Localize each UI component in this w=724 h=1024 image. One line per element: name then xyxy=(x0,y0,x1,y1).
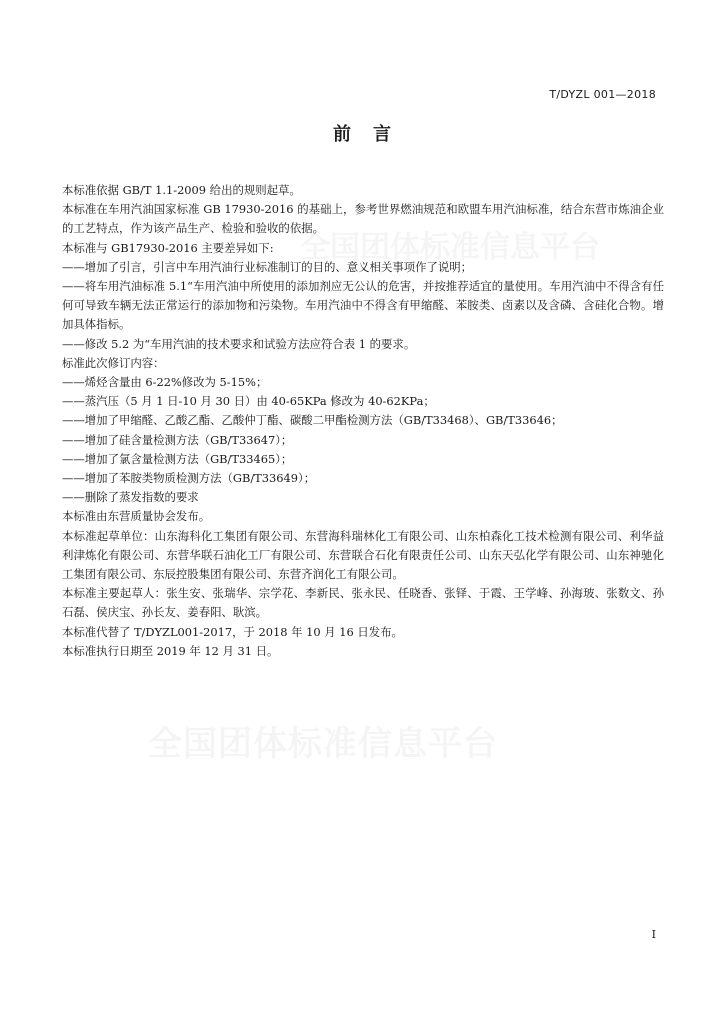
paragraph-basis: 本标准在车用汽油国家标准 GB 17930-2016 的基础上，参考世界燃油规范和欧盟车用汽油标准，结合东营市炼油企业的工艺特点，作为该产品生产、检验和验收的依据。 xyxy=(62,202,664,236)
paragraph-replacement: 本标准代替了 T/DYZL001-2017，于 2018 年 10 月 16 日发布。 xyxy=(62,624,403,639)
list-item-chlorine-method: ——增加了氯含量检测方法（GB/T33465）； xyxy=(62,451,293,466)
list-item-additives: ——将车用汽油标准 5.1“车用汽油中所使用的添加剂应无公认的危害，并按推荐适宜的量使用。车用汽油中不得含有任何可导致车辆无法正常运行的添加物和污染物。车用汽油中不得含有甲缩醛、苯胺类、卤素以及含磷、含硅化合物。增加具体指标。 xyxy=(62,279,664,332)
document-body xyxy=(62,181,664,661)
list-item-vapor-pressure: ——蒸汽压（5 月 1 日-10 月 30 日）由 40-65KPa 修改为 40-62KPa； xyxy=(62,394,435,409)
list-item-methylal-method: ——增加了甲缩醛、乙酸乙酯、乙酸仲丁酯、碳酸二甲酯检测方法（GB/T33468）、GB/T33646； xyxy=(62,413,563,428)
document-code: T/DYZL 001—2018 xyxy=(549,88,656,101)
list-item-silicon-method: ——增加了硅含量检测方法（GB/T33647）； xyxy=(62,432,293,447)
paragraph-publisher: 本标准由东营质量协会发布。 xyxy=(62,509,211,524)
paragraph-revision-intro: 标准此次修订内容： xyxy=(62,355,165,370)
list-item-introduction: ——增加了引言，引言中车用汽油行业标准制订的目的、意义相关事项作了说明； xyxy=(62,259,473,274)
paragraph-differences-intro: 本标准与 GB17930-2016 主要差异如下: xyxy=(62,240,274,255)
list-item-table-requirement: ——修改 5.2 为“车用汽油的技术要求和试验方法应符合表 1 的要求。 xyxy=(62,336,416,351)
watermark-center xyxy=(148,716,498,765)
paragraph-drafters: 本标准主要起草人：张生安、张瑞华、宗学花、李新民、张永民、任晓香、张铎、于霞、王学峰、孙海玻、张数文、孙石磊、侯庆宝、孙长友、姜春阳、耿滨。 xyxy=(62,586,664,620)
paragraph-drafting-rule: 本标准依据 GB/T 1.1-2009 给出的规则起草。 xyxy=(62,183,301,197)
page-title: 前言 xyxy=(333,124,413,145)
list-item-evaporation-index: ——删除了蒸发指数的要求 xyxy=(62,490,199,505)
list-item-aniline-method: ——增加了苯胺类物质检测方法（GB/T33649）； xyxy=(62,471,316,486)
list-item-olefin: ——烯烃含量由 6-22%修改为 5-15%； xyxy=(62,375,268,390)
page-number: I xyxy=(651,928,656,941)
paragraph-drafting-units: 本标准起草单位：山东海科化工集团有限公司、东营海科瑞林化工有限公司、山东柏森化工技术检测有限公司、利华益利津炼化有限公司、东营华联石油化工厂有限公司、东营联合石化有限责任公司、山东天弘化学有限公司、山东神驰化工集团有限公司、东辰控股集团有限公司、东营齐润化工有限公司。 xyxy=(62,528,664,582)
paragraph-effective-date: 本标准执行日期至 2019 年 12 月 31 日。 xyxy=(62,643,279,658)
